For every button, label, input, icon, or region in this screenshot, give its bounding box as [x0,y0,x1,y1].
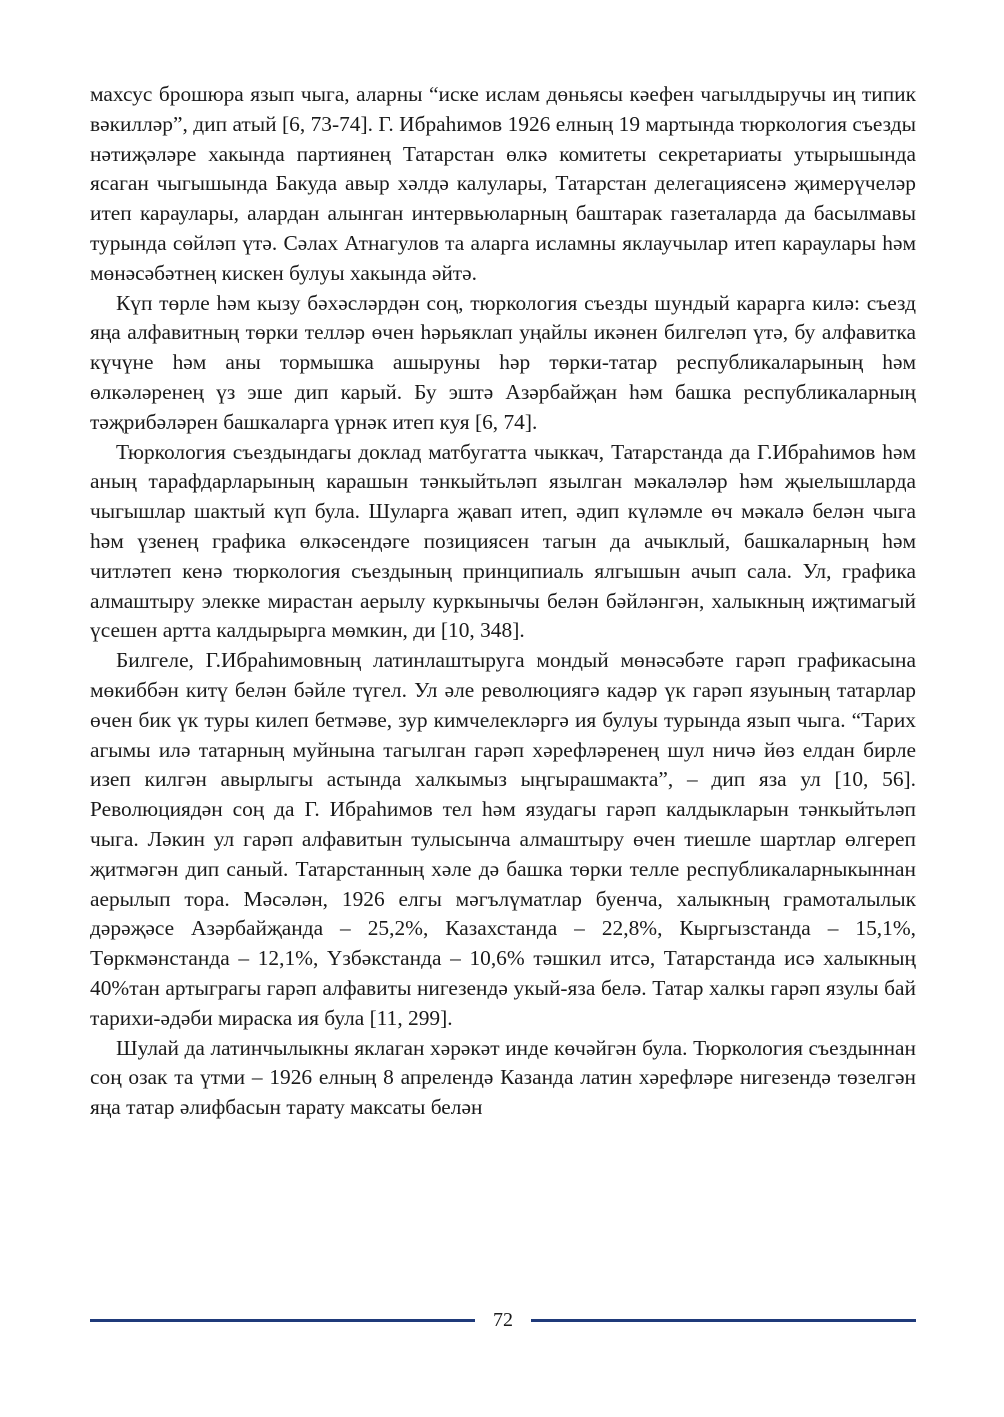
paragraph-3: Тюркология съездындагы доклад матбугатта чыккач, Татарстанда да Г.Ибраһимов һәм аның тарафдарларының карашын тәнкыйтьләп язылган мәкаләләр һәм җыелышларда чыгышлар шактый күп була. Шуларга җавап итеп, әдип күләмле өч мәкалә белән чыга һәм үзенең графика өлкәсендәге позициясен тагын да ачыклый, башкаларның һәм читләтеп кенә тюркология съездының принципиаль ялгышын ачып сала. Ул, графика алмаштыру элекке мирастан аерылу куркынычы белән бәйләнгән, халыкның иҗтимагый үсешен артта калдырырга мөмкин, ди [10, 348]. [90,439,916,643]
footer-rule-left [90,1319,475,1322]
paragraph-1: махсус брошюра язып чыга, аларны “иске ислам дөньясы кәефен чагылдыручы иң типик вәкилләр”, дип атый [6, 73-74]. Г. Ибраһимов 1926 елның 19 мартында тюркология съезды нәтиҗәләре хакында партиянең Татарстан өлкә комитеты секретариаты утырышында ясаган чыгышында Бакуда авыр хәлдә калулары, Татарстан делегациясенә җимерүчеләр итеп караулары, алардан алынган интервьюларның баштарак газеталарда да басылмавы турында сөйләп үтә. Сәлах Атнагулов та аларга исламны яклаучылар итеп караулары һәм мөнәсәбәтнең кискен булуы хакында әйтә. [90,82,916,285]
paragraph-4: Билгеле, Г.Ибраһимовның латинлаштыруга мондый мөнәсәбәте гарәп графикасына мөкиббән китү белән бәйле түгел. Ул әле революциягә кадәр үк гарәп язуының татарлар өчен бик үк туры килеп бетмәве, зур кимчелекләргә ия булуы турында язып чыга. “Тарих агымы илә татарның муйнына тагылган гарәп хәрефләренең шул ничә йөз елдан бирле изеп килгән авырлыгы астында халкымыз ыңгырашмакта”, – дип яза ул [10, 56]. Революциядән соң да Г. Ибраһимов тел һәм язудагы гарәп калдыкларын тәнкыйтьләп чыга. Ләкин ул гарәп алфавитын тулысынча алмаштыру өчен тиешле шартлар өлгереп җитмәгән дип саный. Татарстанның хәле дә башка төрки телле республикаларныкыннан аерылып тора. Мәсәлән, 1926 елгы мәгълүматлар буенча, халыкның грамоталылык дәрәҗәсе Азәрбайҗанда – 25,2%, Казахстанда – 22,8%, Кыргызстанда – 15,1%, Төркмәнстанда – 12,1%, Үзбәкстанда – 10,6% тәшкил итсә, Татарстанда исә халыкның 40%тан артыграгы гарәп алфавиты нигезендә укый-яза белә. Татар халкы гарәп язулы бай тарихи-әдәби мираска ия була [11, 299]. [90,648,916,1030]
body-text [90,80,916,1123]
footer-rule-right [531,1319,916,1322]
paragraph-5: Шулай да латинчылыкны яклаган хәрәкәт инде көчәйгән була. Тюркология съездыннан соң озак та үтми – 1926 елның 8 апрелендә Казанда латин хәрефләре нигезендә төзелгән яңа татар әлифбасын тарату максаты белән [90,1035,916,1120]
paragraph-2: Күп төрле һәм кызу бәхәсләрдән соң, тюркология съезды шундый карарга килә: съезд яңа алфавитның төрки телләр өчен һәрьяклап уңайлы икәнен билгеләп үтә, бу алфавитка күчүне һәм аны тормышка ашыруны һәр төрки-татар республикаларының һәм өлкәләренең үз эше дип карый. Бу эштә Азәрбайҗан һәм башка республикаларның тәҗрибәләрен башкаларга үрнәк итеп куя [6, 74]. [90,290,916,434]
page-number: 72 [493,1309,513,1331]
page-footer [90,1306,916,1336]
